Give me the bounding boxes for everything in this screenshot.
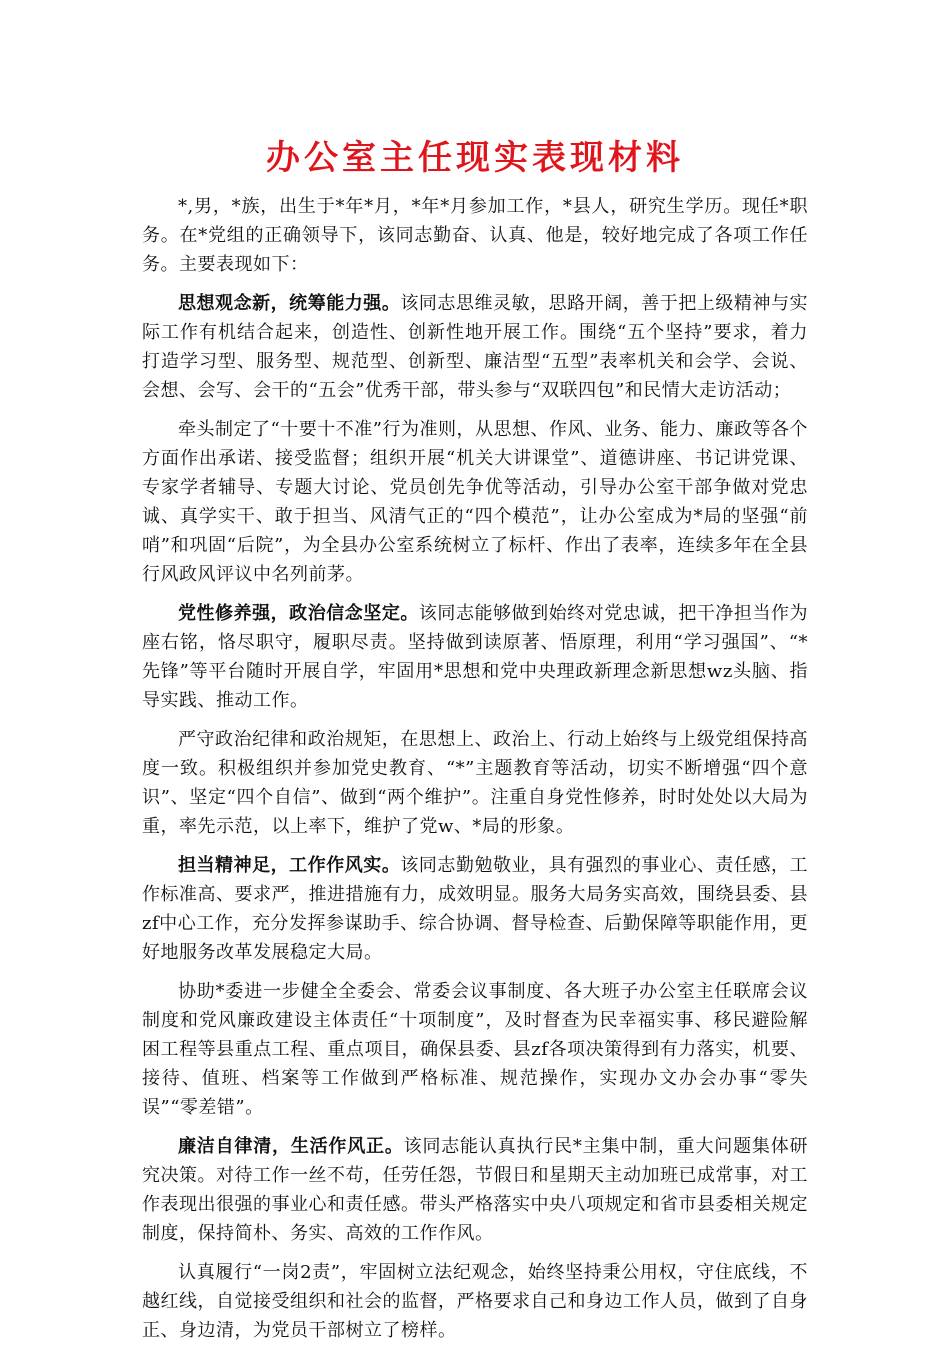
document-title: 办公室主任现实表现材料 [266, 138, 684, 178]
section-1-text: 该同志思维灵敏，思路开阔，善于把上级精神与实际工作有机结合起来，创造性、创新性地开展工作。围绕“五个坚持”要求，着力打造学习型、服务型、规范型、创新型、廉洁型“五型”表率机关和会学、会说、会想、会写、会干的“五会”优秀干部，带头参与“双联四包”和民情大走访活动； [142, 293, 809, 401]
section-2-text: 该同志能够做到始终对党忠诚，把干净担当作为座右铭，恪尽职守，履职尽责。坚持做到读原著、悟原理，利用“学习强国”、“*先锋”等平台随时开展自学，牢固用*思想和党中央理政新理念新思想wz头脑、指导实践、推动工作。 [142, 603, 809, 711]
section-3-heading: 担当精神足，工作作风实。 [178, 855, 401, 876]
section-4-paragraph [142, 1132, 808, 1248]
section-3-paragraph [142, 851, 808, 967]
section-2-followup: 严守政治纪律和政治规矩，在思想上、政治上、行动上始终与上级党组保持高度一致。积极组织并参加党史教育、“*”主题教育等活动，切实不断增强“四个意识”、坚定“四个自信”、做到“两个维护”。注重自身党性修养，时时处处以大局为重，率先示范，以上率下，维护了党w、*局的形象。 [142, 729, 808, 837]
section-4-followup: 认真履行“一岗2责”，牢固树立法纪观念，始终坚持秉公用权，守住底线，不越红线，自觉接受组织和社会的监督，严格要求自己和身边工作人员，做到了自身正、身边清，为党员干部树立了榜样。 [142, 1262, 808, 1341]
section-2-heading: 党性修养强，政治信念坚定。 [178, 603, 419, 624]
section-4-text: 该同志能认真执行民*主集中制，重大问题集体研究决策。对待工作一丝不苟，任劳任怨，节假日和星期天主动加班已成常事，对工作表现出很强的事业心和责任感。带头严格落实中央八项规定和省市县委相关规定制度，保持简朴、务实、高效的工作作风。 [142, 1136, 809, 1244]
document-page [142, 136, 808, 1355]
section-1-followup: 牵头制定了“十要十不准”行为准则，从思想、作风、业务、能力、廉政等各个方面作出承诺、接受监督；组织开展“机关大讲课堂”、道德讲座、书记讲党课、专家学者辅导、专题大讨论、党员创先争优等活动，引导办公室干部争做对党忠诚、真学实干、敢于担当、风清气正的“四个模范”，让办公室成为*局的坚强“前哨”和巩固“后院”，为全县办公室系统树立了标杆、作出了表率，连续多年在全县行风政风评议中名列前茅。 [142, 419, 808, 585]
section-1-paragraph [142, 289, 808, 405]
section-1-heading: 思想观念新，统筹能力强。 [178, 293, 401, 314]
section-2-paragraph [142, 599, 808, 715]
section-4-heading: 廉洁自律清，生活作风正。 [178, 1136, 404, 1157]
section-3-text: 该同志勤勉敬业，具有强烈的事业心、责任感，工作标准高、要求严，推进措施有力，成效明显。服务大局务实高效，围绕县委、县zf中心工作，充分发挥参谋助手、综合协调、督导检查、后勤保障等职能作用，更好地服务改革发展稳定大局。 [142, 855, 809, 963]
section-3-followup: 协助*委进一步健全全委会、常委会议事制度、各大班子办公室主任联席会议制度和党风廉政建设主体责任“十项制度”，及时督查为民幸福实事、移民避险解困工程等县重点工程、重点项目，确保县委、县zf各项决策得到有力落实，机要、接待、值班、档案等工作做到严格标准、规范操作，实现办文办会办事“零失误”“零差错”。 [142, 981, 808, 1118]
intro-paragraph: *,男，*族，出生于*年*月，*年*月参加工作，*县人，研究生学历。现任*职务。在*党组的正确领导下，该同志勤奋、认真、他是，较好地完成了各项工作任务。主要表现如下： [142, 196, 808, 275]
